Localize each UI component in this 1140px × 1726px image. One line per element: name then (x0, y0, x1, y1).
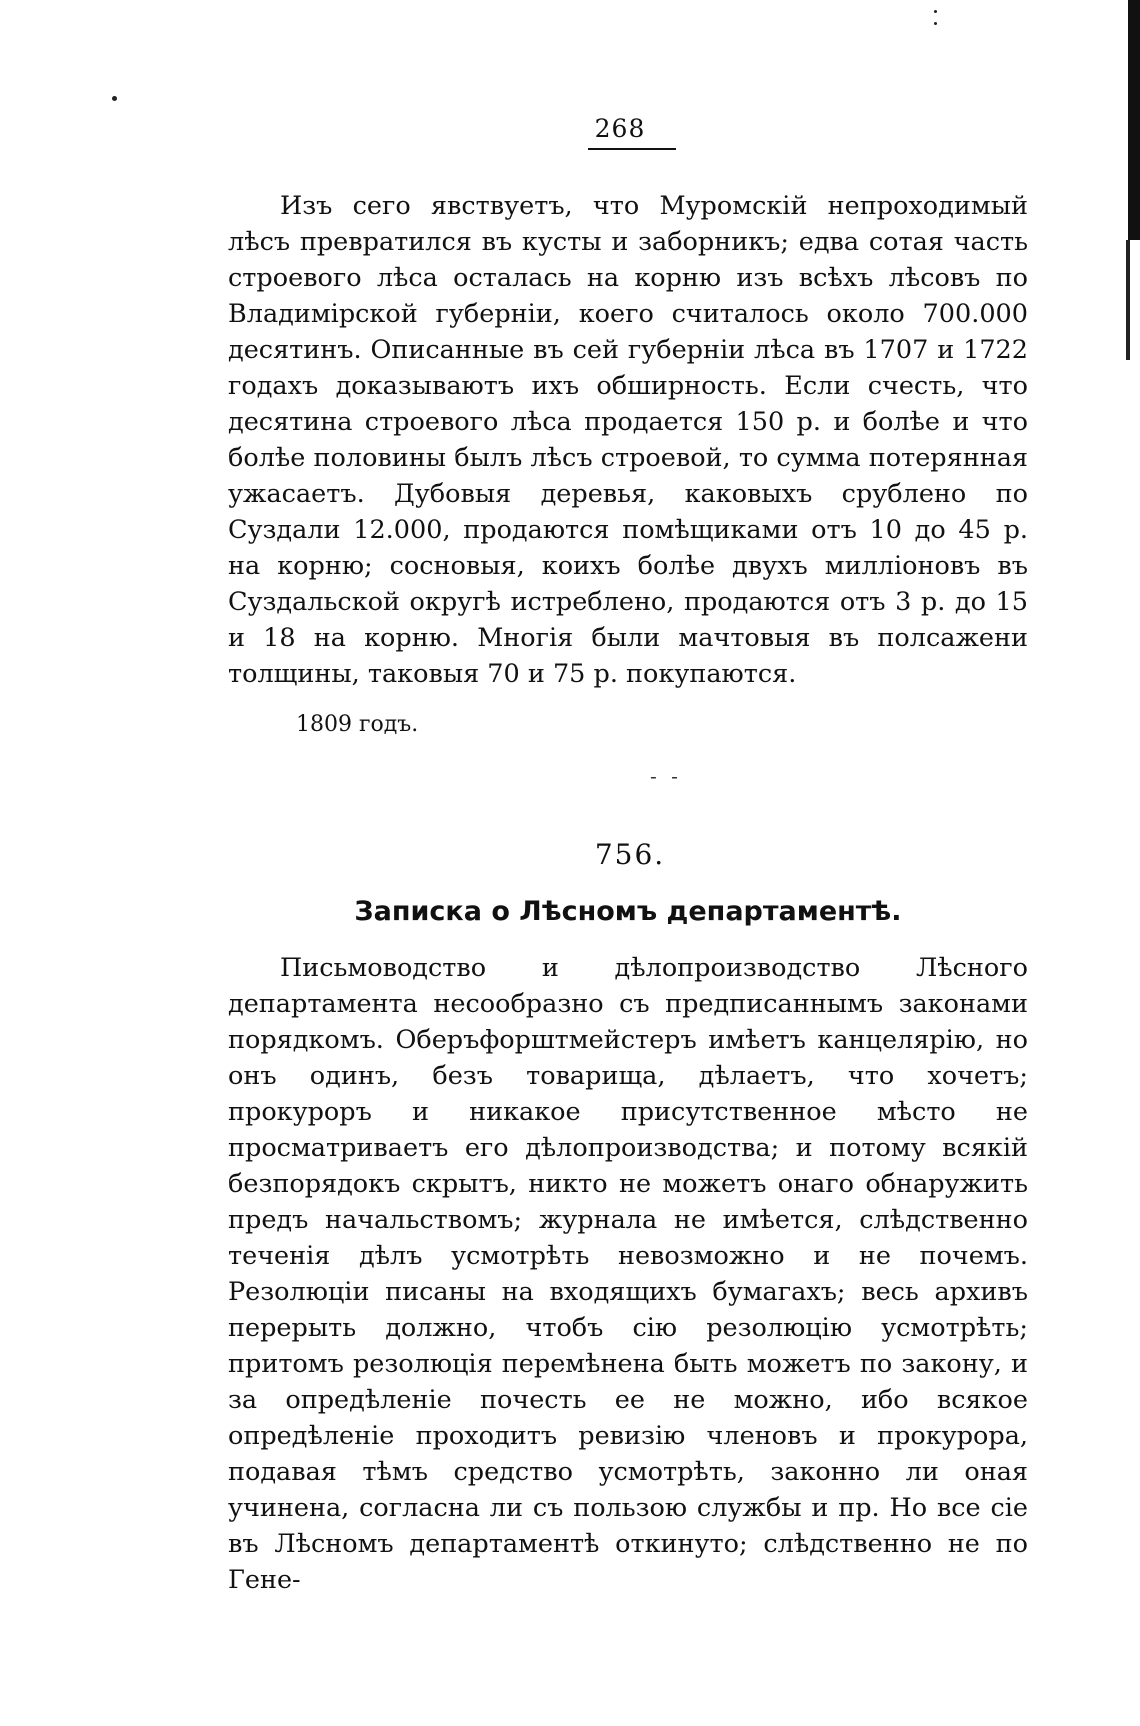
scan-edge-shadow (1128, 0, 1140, 240)
section-divider: - - (650, 764, 682, 788)
scan-speck (934, 10, 937, 13)
scan-speck (934, 22, 937, 25)
text-block-2 (228, 950, 1028, 1598)
scan-speck (112, 96, 117, 101)
paragraph-1: Изъ сего явствуетъ, что Муромскій непроходимый лѣсъ превратился въ кусты и заборникъ; едва сотая часть строевого лѣса осталась на корню изъ всѣхъ лѣсовъ по Владимірской губерніи, коего считалось около 700.000 десятинъ. Описанные въ сей губерніи лѣса въ 1707 и 1722 годахъ доказываютъ ихъ обширность. Если счесть, что десятина строевого лѣса продается 150 р. и болѣе и что болѣе половины былъ лѣсъ строевой, то сумма потерянная ужасаетъ. Дубовыя деревья, каковыхъ срублено по Суздали 12.000, продаются помѣщиками отъ 10 до 45 р. на корню; сосновыя, коихъ болѣе двухъ милліоновъ въ Суздальской округѣ истреблено, продаются отъ 3 р. до 15 и 18 на корню. Многія были мачтовыя въ полсажени толщины, таковыя 70 и 75 р. покупаются. (228, 191, 1028, 689)
scan-edge-mark (1126, 240, 1130, 360)
document-number: 756. (594, 838, 666, 871)
year-line: 1809 годъ. (296, 712, 419, 737)
text-block-1 (228, 188, 1028, 692)
page-number-underline (588, 148, 676, 150)
page-number: 268 (594, 114, 646, 143)
paragraph-2: Письмоводство и дѣлопроизводство Лѣсного департамента несообразно съ предписаннымъ законами порядкомъ. Оберъфорштмейстеръ имѣетъ канцелярію, но онъ одинъ, безъ товарища, дѣлаетъ, что хочетъ; прокуроръ и никакое присутственное мѣсто не просматриваетъ его дѣлопроизводства; и потому всякій безпорядокъ скрытъ, никто не можетъ онаго обнаружить предъ начальствомъ; журнала не имѣется, слѣдственно теченія дѣлъ усмотрѣть невозможно и не почемъ. Резолюціи писаны на входящихъ бумагахъ; весь архивъ перерыть должно, чтобъ сію резолюцію усмотрѣть; притомъ резолюція перемѣнена быть можетъ по закону, и за опредѣленіе почесть ее не можно, ибо всякое опредѣленіе проходитъ ревизію членовъ и прокурора, подавая тѣмъ средство усмотрѣть, законно ли оная учинена, согласна ли съ пользою службы и пр. Но все сіе въ Лѣсномъ департаментѣ откинуто; слѣдственно не по Гене- (228, 953, 1028, 1595)
document-title: Записка о Лѣсномъ департаментѣ. (354, 896, 902, 927)
